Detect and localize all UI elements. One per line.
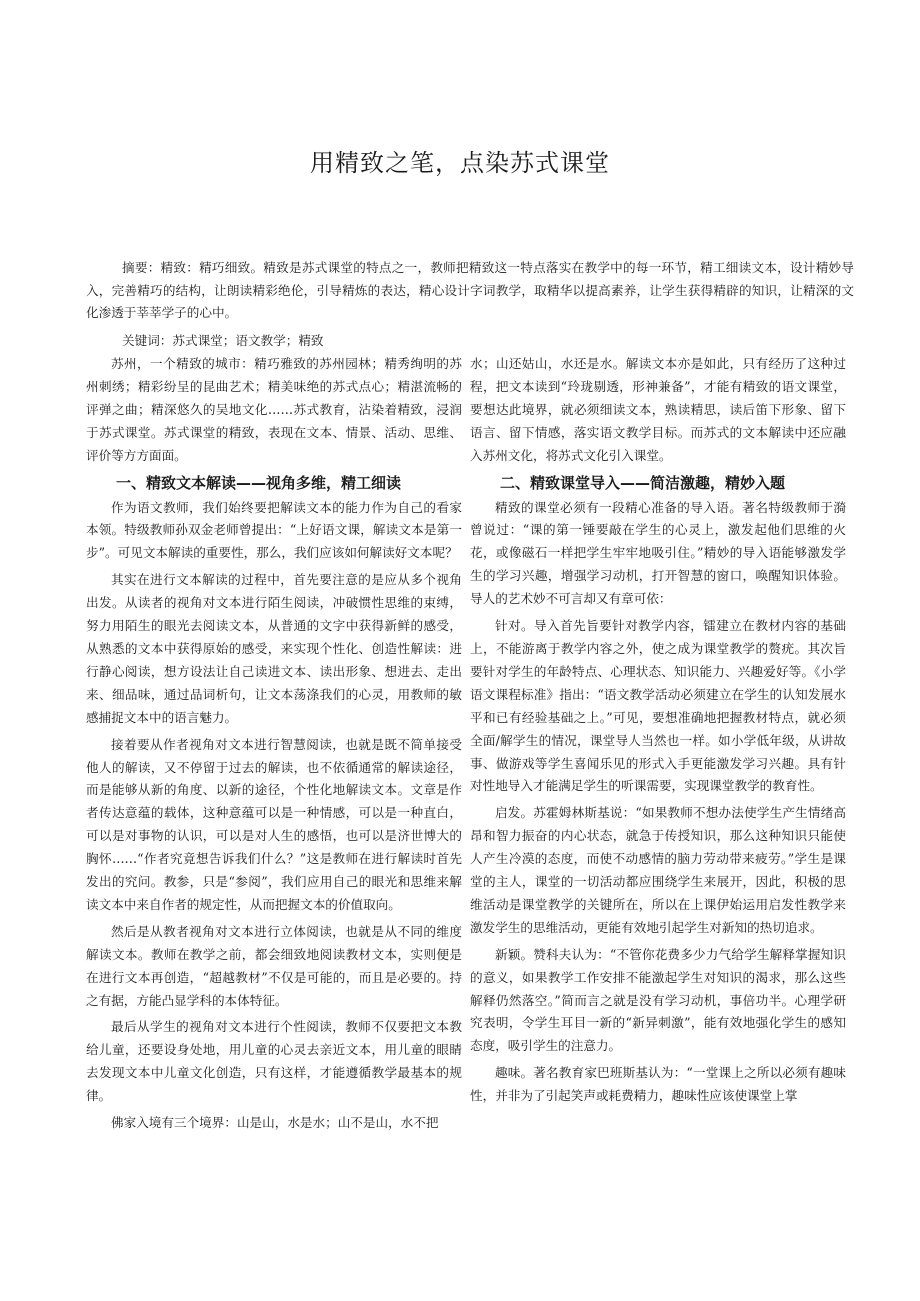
left-column <box>86 353 462 1139</box>
body-paragraph: 最后从学生的视角对文本进行个性阅读，教师不仅要把文本教给儿童，还要设身处地，用儿童的心灵去亲近文本，用儿童的眼睛去发现文本中儿童文化创造，只有这样，才能遵循教学最基本的规律。 <box>86 1019 462 1104</box>
body-paragraph: 然后是从教者视角对文本进行立体阅读，也就是从不同的维度解读文本。教师在教学之前，都会细致地阅读教材文本，实则便是在进行文本再创造，“超越教材”不仅是可能的，而且是必要的。持之有据，方能凸显学科的本体特征。 <box>86 923 462 1008</box>
page-title: 用精致之笔，点染苏式课堂 <box>310 149 610 177</box>
body-paragraph: 精致的课堂必须有一段精心准备的导入语。著名特级教师于漪曾说过：“课的第一锤要敲在学生的心灵上，激发起他们思维的火花，或像磁石一样把学生牢牢地吸引住。”精妙的导入语能够激发学生的学习兴趣，增强学习动机，打开智慧的窗口，唤醒知识体验。导人的艺术妙不可言却又有章可依： <box>470 499 846 607</box>
body-paragraph: 其实在进行文本解读的过程中，首先要注意的是应从多个视角出发。从读者的视角对文本进行陌生阅读，冲破惯性思维的束缚，努力用陌生的眼光去阅读文本，从普通的文字中获得新鲜的感受，从熟悉的文本中获得原始的感受，来实现个性化、创造性解读：进行静心阅读，想方设法让自己读进文本、读出形象、想进去、走出来、细品味，通过品词析句，让文本荡涤我们的心灵，用教师的敏感捕捉文本中的语言魅力。 <box>86 572 462 725</box>
section-heading-1: 一、精致文本解读——视角多维，精工细读 <box>116 473 402 492</box>
body-paragraph: 针对。导入首先旨要针对教学内容，镭建立在教材内容的基础上，不能游离于教学内容之外，使之成为课堂教学的赘疣。其次旨要针对学生的年龄特点、心理状态、知识能力、兴趣爱好等。《小学语文课程标准》指出：“语文教学活动必须建立在学生的认知发展水平和已有经验基础之上。”可见，要想准确地把握教材特点，就必须全面/解学生的情况，课堂导人当然也一样。如小学低年级，从讲故事、做游戏等学生喜闻乐见的形式入手更能激发学习兴趣。具有针对性地导入才能满足学生的听课需要，实现课堂教学的教育性。 <box>470 618 846 794</box>
body-paragraph: 启发。苏霍姆林斯基说：“如果教师不想办法使学生产生情绪高昂和智力振奋的内心状态，就急于传授知识，那么这种知识只能使人产生冷漠的态度，而使不动感情的脑力劳动带来疲劳。”学生是课堂的主人，课堂的一切活动都应围绕学生来展开，因此，积极的思维活动是课堂教学的关键所在，所以在上课伊始运用启发性教学来激发学生的思维活动，更能有效地引起学生对新知的热切追求。 <box>470 805 846 935</box>
abstract: 摘要：精致：精巧细致。精致是苏式课堂的特点之一，教师把精致这一特点落实在教学中的每一环节，精工细读文本，设计精妙导入，完善精巧的结构，让朗读精彩绝伦，引导精炼的表达，精心设计字词教学，取精华以提高素养，让学生获得精辟的知识，让精深的文化渗透于莘莘学子的心中。 <box>86 260 854 320</box>
body-paragraph: 作为语文教师，我们始终要把解读文本的能力作为自己的看家本领。特级教师孙双金老师曾提出：“上好语文课，解读文本是第一步”。可见文本解读的重要性，那么，我们应该如何解读好文本呢？ <box>86 499 462 561</box>
intro-paragraph: 苏州，一个精致的城市：精巧雅致的苏州园林；精秀绚明的苏州刺绣；精彩纷呈的昆曲艺术；精美味绝的苏式点心；精湛流畅的评弹之曲；精深悠久的吴地文化……苏式教育，沾染着精致，浸润于苏式课堂。苏式课堂的精致，表现在文本、情景、活动、思维、评价等方方面面。 <box>86 356 462 463</box>
keywords: 关键词：苏式课堂；语文教学；精致 <box>122 333 324 348</box>
section-heading-2: 二、精致课堂导入——简洁激趣，精妙入题 <box>500 473 786 492</box>
body-paragraph: 佛家入境有三个境界：山是山，水是水；山不是山，水不把 <box>111 1115 439 1131</box>
body-paragraph: 趣味。著名教育家巴班斯基认为：“一堂课上之所以必须有趣味性，并非为了引起笑声或耗费精力，趣味性应该使课堂上掌 <box>470 1065 846 1104</box>
body-paragraph: 接着要从作者视角对文本进行智慧阅读，也就是既不简单接受他人的解读，又不停留于过去的解读，也不依循通常的解读途径，而是能够从新的角度、以新的途径，个性化地解读文本。文章是作者传达意蕴的载体，这种意蕴可以是一种情感，可以是一种直白，可以是对事物的认识，可以是对人生的感悟，也可以是济世博大的胸怀……“作者究竟想告诉我们什么？”这是教师在进行解读时首先发出的究问。教参，只是“参阅”，我们应用自己的眼光和思维来解读文本中来自作者的规定性，从而把握文本的价值取向。 <box>86 736 462 912</box>
body-paragraph: 新颖。赞科夫认为：“不管你花费多少力气给学生解释掌握知识的意义，如果教学工作安排不能激起学生对知识的渴求，那么这些解释仍然落空。”简而言之就是没有学习动机，事倍功半。心理学研究表明，令学生耳目一新的“新异刺激”，能有效地强化学生的感知态度，吸引学生的注意力。 <box>470 946 846 1054</box>
continued-paragraph: 水；山还姑山，水还是水。解读文本亦是如此，只有经历了这种过程，把文本读到“玲珑剔透，形神兼备”，才能有精致的语文课堂，要想达此境界，就必须细读文本，熟读精思，读后笛下形象、留下语言、留下情感，落实语文教学目标。而苏式的文本解读中还应融入苏州文化，将苏式文化引入课堂。 <box>470 356 846 463</box>
right-column <box>470 353 846 1112</box>
